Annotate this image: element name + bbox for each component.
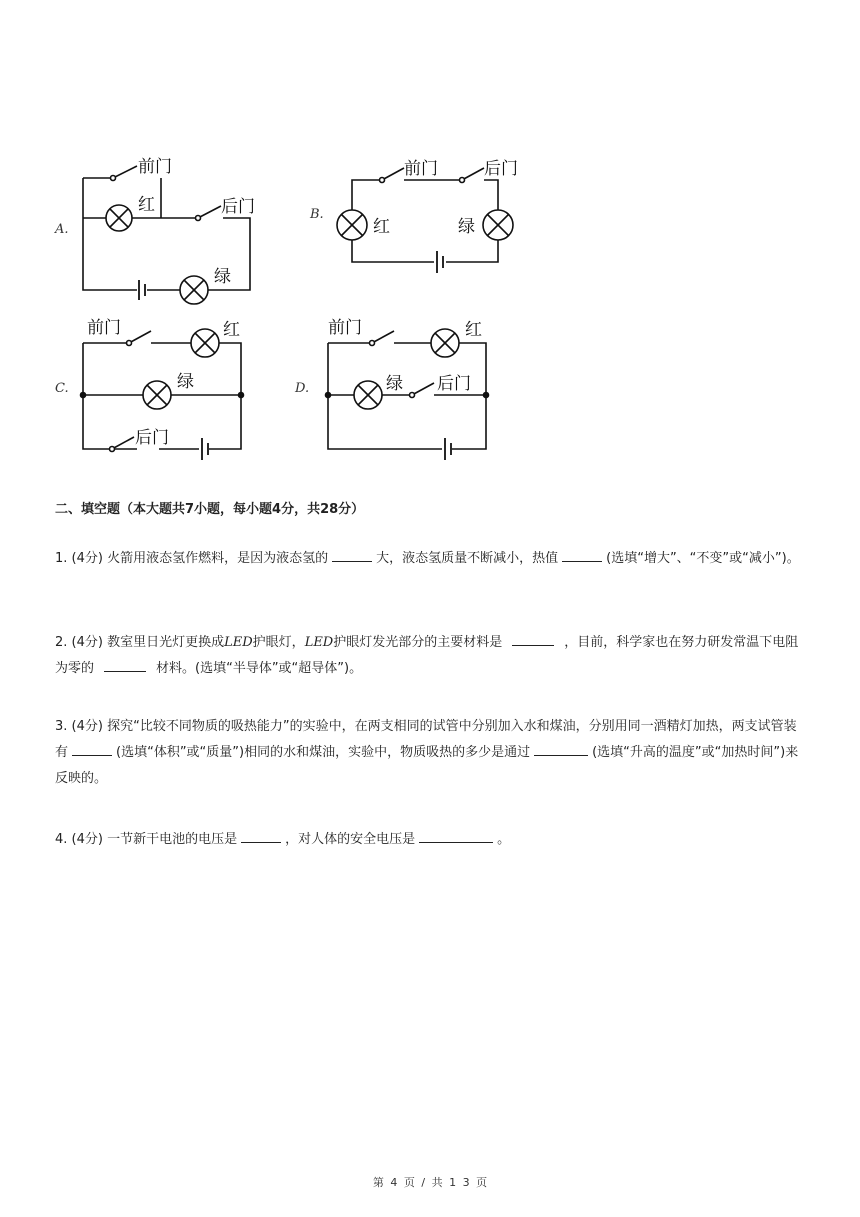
label-front-door: 前门 xyxy=(87,318,121,338)
label-back-door: 后门 xyxy=(221,197,255,217)
option-d-letter: D. xyxy=(295,381,310,396)
option-c-letter: C. xyxy=(55,381,69,396)
question-text: ，目前，科学家也在努力研发常温下电阻为零的 xyxy=(55,635,799,676)
question-text: 探究“比较不同物质的吸热能力”的实验中，在两支相同的试管中分别加入水和煤油，分别用同一酒精灯加热，两支试管装有 xyxy=(55,719,797,760)
label-front-door: 前门 xyxy=(404,159,438,179)
answer-blank xyxy=(419,828,493,843)
answer-blank xyxy=(241,828,281,843)
answer-blank xyxy=(104,657,146,672)
question-text: 。 xyxy=(497,832,511,847)
question-3 xyxy=(55,714,807,792)
question-number: 3. xyxy=(55,719,68,734)
question-2 xyxy=(55,630,807,682)
question-text: 大，液态氢质量不断减小，热值 xyxy=(376,551,559,566)
question-score: (4分) xyxy=(71,635,103,650)
question-text: 护眼灯发光部分的主要材料是 xyxy=(333,635,503,650)
question-number: 1. xyxy=(55,551,68,566)
question-number: 2. xyxy=(55,635,68,650)
answer-blank xyxy=(534,741,588,756)
circuit-diagram-a xyxy=(75,150,275,300)
question-text: ，对人体的安全电压是 xyxy=(285,832,416,847)
label-red-lamp: 红 xyxy=(138,195,155,215)
circuit-diagram-b xyxy=(330,150,530,280)
question-score: (4分) xyxy=(71,832,103,847)
label-green-lamp: 绿 xyxy=(177,372,194,392)
question-score: (4分) xyxy=(71,551,103,566)
label-back-door: 后门 xyxy=(484,159,518,179)
circuit-diagram-d xyxy=(320,315,510,465)
label-green-lamp: 绿 xyxy=(458,217,475,237)
option-a-letter: A. xyxy=(55,222,69,237)
question-score: (4分) xyxy=(71,719,103,734)
question-1 xyxy=(55,546,807,572)
question-number: 4. xyxy=(55,832,68,847)
question-text: 教室里日光灯更换成 xyxy=(107,635,225,650)
question-text: 火箭用液态氢作燃料，是因为液态氢的 xyxy=(107,551,329,566)
question-text: 一节新干电池的电压是 xyxy=(107,832,238,847)
label-front-door: 前门 xyxy=(138,157,172,177)
label-green-lamp: 绿 xyxy=(214,267,231,287)
circuit-diagram-c xyxy=(75,315,265,465)
answer-blank xyxy=(512,631,554,646)
option-b-letter: B. xyxy=(310,207,324,222)
label-green-lamp: 绿 xyxy=(386,374,403,394)
question-text: (选填“增大”、“不变”或“减小”)。 xyxy=(606,551,800,566)
led-term: LED xyxy=(224,635,253,650)
question-text: (选填“体积”或“质量”)相同的水和煤油，实验中，物质吸热的多少是通过 xyxy=(116,745,531,760)
led-term: LED xyxy=(304,635,334,650)
question-text: 护眼灯， xyxy=(252,635,305,650)
label-red-lamp: 红 xyxy=(373,217,390,237)
label-front-door: 前门 xyxy=(328,318,362,338)
label-red-lamp: 红 xyxy=(465,320,482,340)
label-back-door: 后门 xyxy=(135,428,169,448)
question-text: 材料。(选填“半导体”或“超导体”)。 xyxy=(156,661,363,676)
answer-blank xyxy=(562,547,602,562)
section-title: 二、填空题（本大题共7小题，每小题4分，共28分） xyxy=(55,502,365,517)
label-red-lamp: 红 xyxy=(223,320,240,340)
question-text: (选填“升高的温度”或“加热时间”)来反映的。 xyxy=(55,745,799,786)
answer-blank xyxy=(72,741,112,756)
label-back-door: 后门 xyxy=(437,374,471,394)
question-4 xyxy=(55,827,807,853)
page-footer: 第 4 页 / 共 1 3 页 xyxy=(372,1176,488,1189)
answer-blank xyxy=(332,547,372,562)
